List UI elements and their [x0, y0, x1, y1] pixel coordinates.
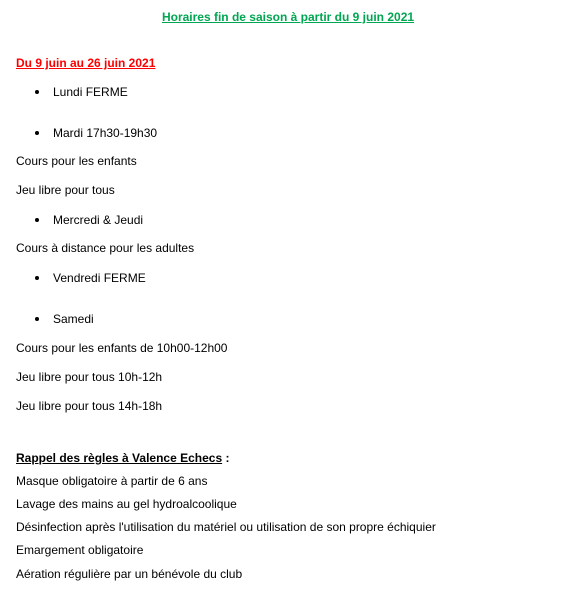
- schedule-item-label: Lundi FERME: [53, 85, 128, 99]
- bullet-icon: [35, 276, 39, 280]
- schedule-item-label: Vendredi FERME: [53, 271, 146, 285]
- bullet-icon: [35, 218, 39, 222]
- schedule-item-mardi: [35, 126, 157, 140]
- rule-item: Aération régulière par un bénévole du club: [16, 567, 243, 581]
- schedule-item-lundi: [35, 85, 128, 99]
- rules-heading-text: Rappel des règles à Valence Echecs: [16, 451, 223, 465]
- page-title: Horaires fin de saison à partir du 9 juin 2021: [161, 10, 415, 24]
- rule-item: Lavage des mains au gel hydroalcoolique: [16, 497, 237, 511]
- schedule-detail: Cours pour les enfants: [16, 154, 137, 168]
- schedule-detail: Jeu libre pour tous 10h-12h: [16, 370, 163, 384]
- schedule-item-samedi: [35, 312, 94, 326]
- schedule-item-label: Mardi 17h30-19h30: [53, 126, 158, 140]
- bullet-icon: [35, 317, 39, 321]
- schedule-item-vendredi: [35, 271, 146, 285]
- schedule-detail: Cours pour les enfants de 10h00-12h00: [16, 341, 228, 355]
- bullet-icon: [35, 131, 39, 135]
- schedule-item-mercredi-jeudi: [35, 213, 143, 227]
- schedule-detail: Jeu libre pour tous 14h-18h: [16, 399, 163, 413]
- rule-item: Masque obligatoire à partir de 6 ans: [16, 474, 208, 488]
- rules-heading: [16, 451, 229, 465]
- schedule-item-label: Samedi: [53, 312, 94, 326]
- bullet-icon: [35, 90, 39, 94]
- schedule-item-label: Mercredi & Jeudi: [53, 213, 144, 227]
- rule-item: Désinfection après l'utilisation du matériel ou utilisation de son propre échiquier: [16, 520, 436, 534]
- schedule-detail: Cours à distance pour les adultes: [16, 241, 195, 255]
- schedule-detail: Jeu libre pour tous: [16, 183, 115, 197]
- rules-heading-colon: :: [222, 451, 230, 465]
- period-heading: Du 9 juin au 26 juin 2021: [16, 56, 156, 70]
- rule-item: Emargement obligatoire: [16, 543, 144, 557]
